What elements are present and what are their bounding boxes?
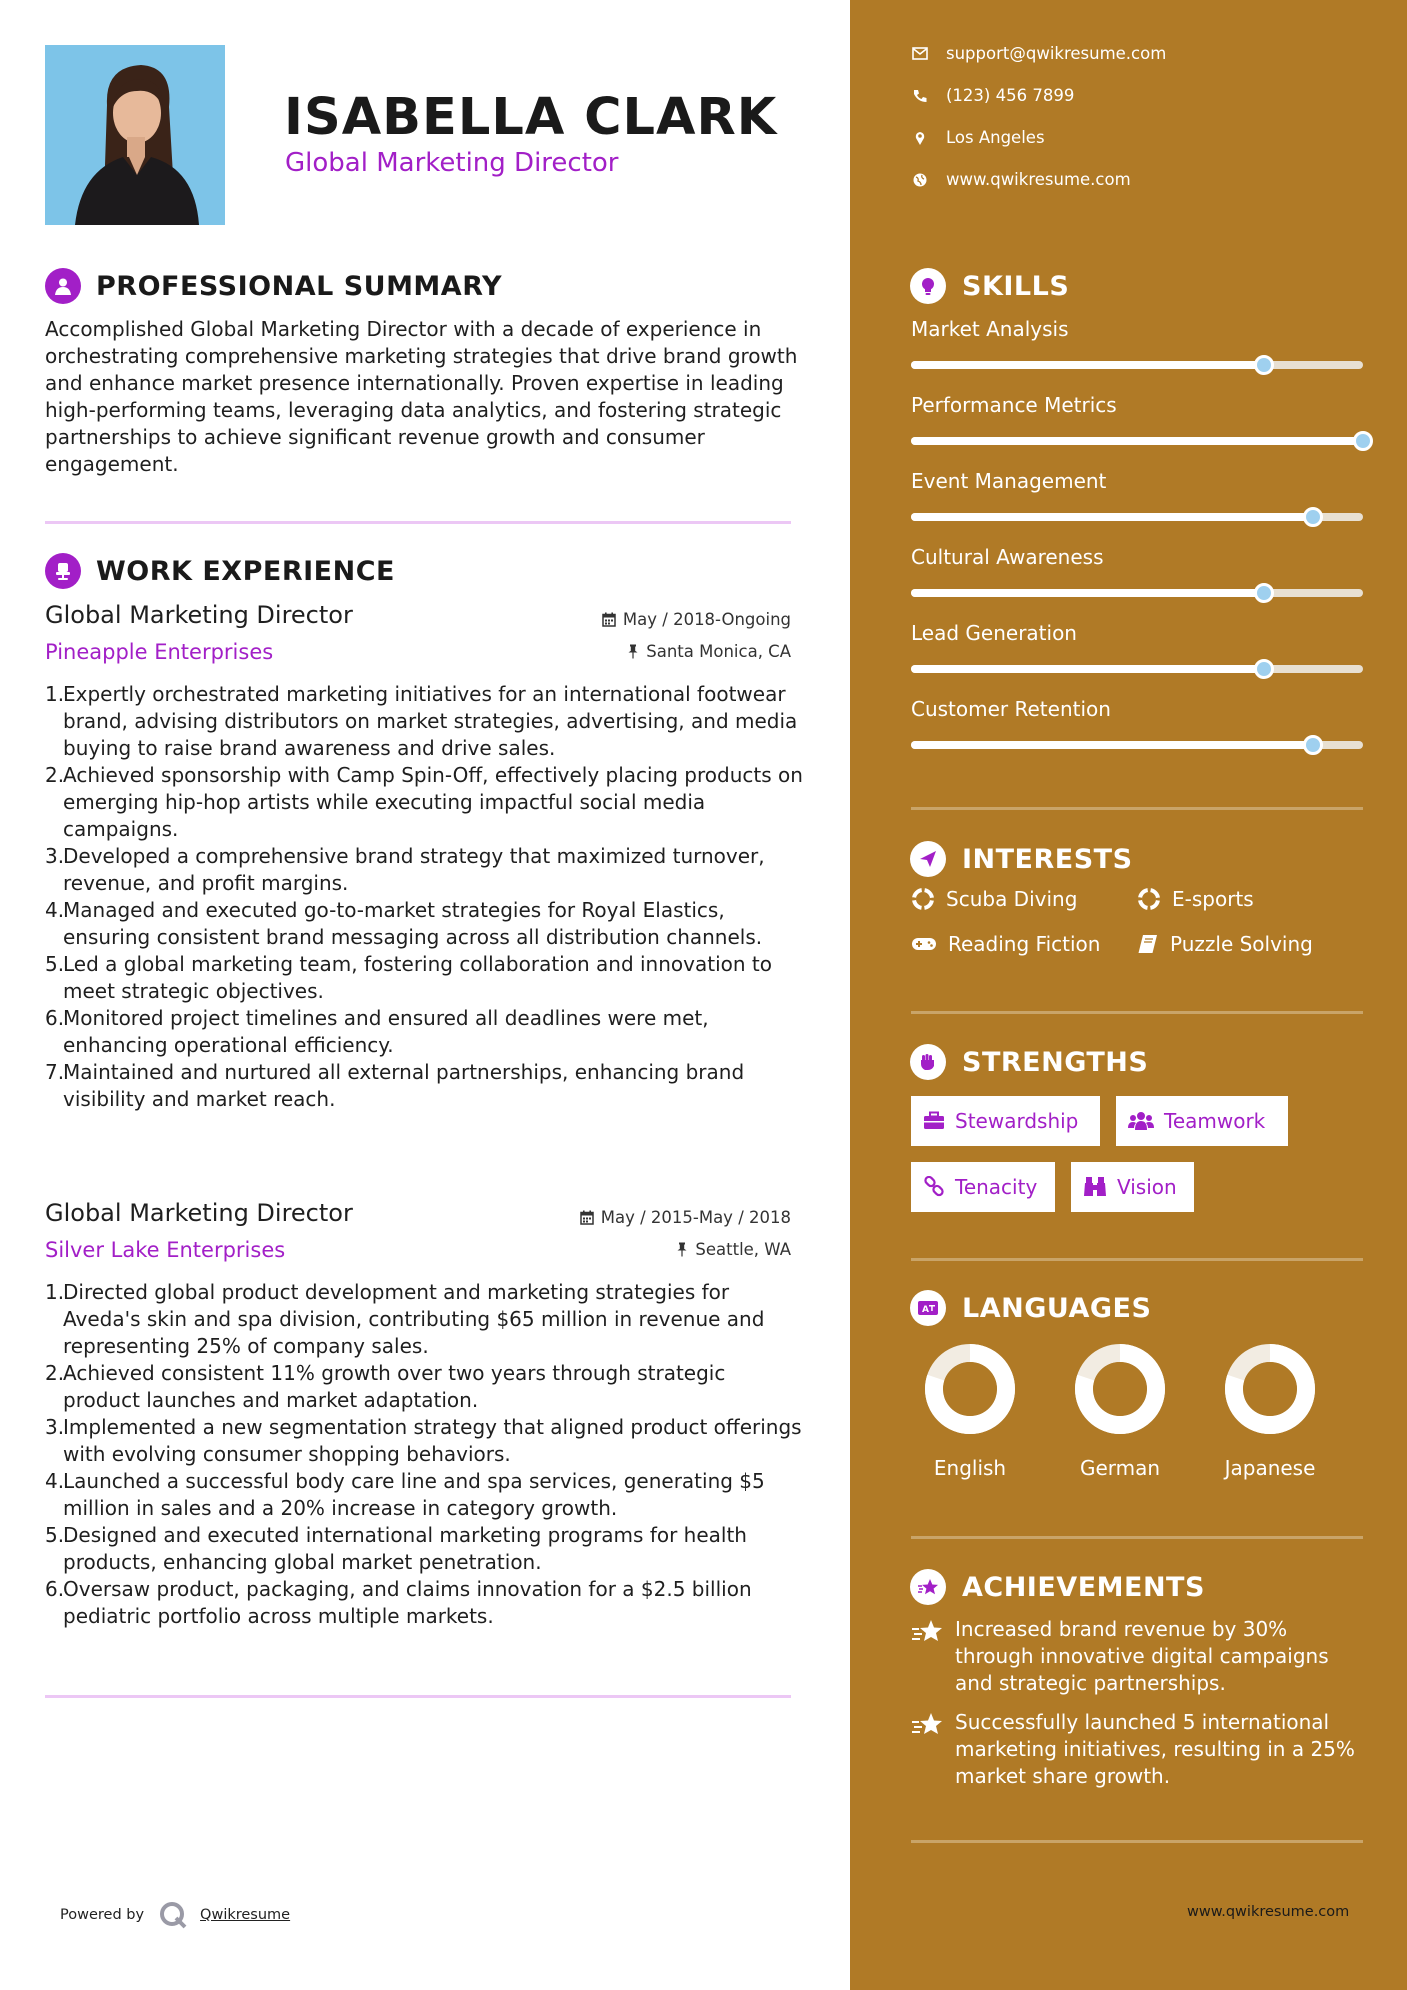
divider [911, 807, 1363, 810]
language-label: English [933, 1456, 1007, 1480]
powered-by-label: Powered by [60, 1907, 145, 1923]
skill-name: Cultural Awareness [911, 545, 1104, 569]
job-bullets [45, 681, 805, 1113]
life-ring-icon [911, 887, 935, 911]
achievement-text: Successfully launched 5 international marketing initiatives, resulting in a 25% market share growth. [955, 1710, 1355, 1788]
skill-bar [911, 513, 1363, 521]
skill-name: Market Analysis [911, 317, 1069, 341]
interests-title: INTERESTS [962, 843, 1133, 875]
contact-website-text[interactable]: www.qwikresume.com [946, 170, 1131, 189]
interest-label: E-sports [1172, 887, 1254, 911]
skill-bar-knob [1303, 507, 1323, 527]
list-item: 3. Implemented a new segmentation strategy that aligned product offerings with evolving consumer shopping behaviors. [45, 1415, 802, 1466]
job-location [627, 642, 791, 661]
interest-label: Reading Fiction [948, 932, 1101, 956]
language-ring [924, 1343, 1016, 1435]
list-item: 4. Managed and executed go-to-market strategies for Royal Elastics, ensuring consistent brand messaging across all distribution channels. [45, 898, 763, 949]
job-company: Silver Lake Enterprises [45, 1238, 286, 1262]
job-dates-text: May / 2018-Ongoing [622, 610, 791, 629]
pushpin-icon [627, 644, 639, 659]
qwikresume-link[interactable]: Qwikresume [200, 1907, 291, 1923]
achievement-item [911, 1616, 1371, 1697]
strengths-heading [910, 1044, 1148, 1080]
strength-badge [1116, 1096, 1288, 1146]
skill-bar-knob [1353, 431, 1373, 451]
globe-icon [912, 172, 928, 188]
list-item: 5. Led a global marketing team, fostering collaboration and innovation to meet strategic objectives. [45, 952, 772, 1003]
skill-bar-knob [1303, 735, 1323, 755]
strengths-title: STRENGTHS [962, 1046, 1149, 1078]
fist-icon [910, 1044, 946, 1080]
contact-email [912, 44, 1166, 63]
job-dates [602, 610, 791, 629]
skill-bar-knob [1254, 355, 1274, 375]
skill-bar [911, 361, 1363, 369]
interest-label: Scuba Diving [946, 887, 1078, 911]
list-item: 4. Launched a successful body care line and spa services, generating $5 million in sales and a 20% increase in category growth. [45, 1469, 765, 1520]
map-marker-icon [912, 130, 928, 146]
office-chair-icon [45, 553, 81, 589]
envelope-icon [912, 47, 928, 60]
skill-name: Event Management [911, 469, 1107, 493]
list-item: 6. Monitored project timelines and ensured all deadlines were met, enhancing operational efficiency. [45, 1006, 709, 1057]
language-ring [1074, 1343, 1166, 1435]
summary-title: PROFESSIONAL SUMMARY [96, 270, 503, 302]
skill-bar-fill [911, 665, 1264, 673]
experience-heading [45, 553, 395, 589]
job-location-text: Santa Monica, CA [646, 642, 791, 661]
skill-name: Lead Generation [911, 621, 1077, 645]
contact-location-text: Los Angeles [946, 128, 1045, 147]
achievements-heading [910, 1569, 1205, 1605]
list-item: 3. Developed a comprehensive brand strategy that maximized turnover, revenue, and profit margins. [45, 844, 765, 895]
strength-badge [911, 1096, 1100, 1146]
job-dates [580, 1208, 791, 1227]
interests-heading [910, 841, 1133, 877]
language-label: German [1079, 1456, 1161, 1480]
skill-bar-knob [1254, 659, 1274, 679]
strength-badge [1071, 1162, 1194, 1212]
life-ring-icon [1137, 887, 1161, 911]
list-item: 2. Achieved sponsorship with Camp Spin-Off, effectively placing products on emerging hip-hop artists while executing impactful social media campaigns. [45, 763, 803, 841]
shooting-star-icon [911, 1711, 945, 1739]
job-title: Global Marketing Director [45, 1199, 353, 1227]
skill-bar-fill [911, 361, 1264, 369]
skill-bar [911, 741, 1363, 749]
skill-bar-knob [1254, 583, 1274, 603]
interest-item [911, 932, 1100, 956]
languages-heading [910, 1290, 1151, 1326]
list-item: 6. Oversaw product, packaging, and claims innovation for a $2.5 billion pediatric portfolio across multiple markets. [45, 1577, 752, 1628]
candidate-role: Global Marketing Director [285, 148, 619, 178]
strength-label: Vision [1117, 1175, 1177, 1199]
experience-title: WORK EXPERIENCE [96, 555, 395, 587]
divider [911, 1258, 1363, 1261]
user-icon [45, 268, 81, 304]
achievements-title: ACHIEVEMENTS [962, 1571, 1205, 1603]
summary-text: Accomplished Global Marketing Director with a decade of experience in orchestrating comprehensive marketing strategies that drive brand growth and enhance market presence internationally. Proven expertise in leading high-performing teams, leveraging data analytics, and fostering strategic partnerships to achieve significant revenue growth and consumer engagement. [45, 317, 798, 476]
achievement-item [911, 1709, 1371, 1790]
interest-item [1137, 932, 1313, 956]
job-location [676, 1240, 791, 1259]
divider [911, 1011, 1363, 1014]
lightbulb-icon [910, 268, 946, 304]
job-dates-text: May / 2015-May / 2018 [600, 1208, 791, 1227]
divider [911, 1840, 1363, 1843]
language-ring [1224, 1343, 1316, 1435]
strength-label: Tenacity [955, 1175, 1038, 1199]
contact-phone-text: (123) 456 7899 [946, 86, 1075, 105]
achievement-text: Increased brand revenue by 30% through innovative digital campaigns and strategic partnerships. [955, 1617, 1329, 1695]
job-title: Global Marketing Director [45, 601, 353, 629]
footer-website[interactable]: www.qwikresume.com [1187, 1904, 1350, 1920]
book-icon [1137, 934, 1159, 954]
link-icon [923, 1176, 945, 1198]
briefcase-icon [923, 1111, 945, 1131]
skill-name: Performance Metrics [911, 393, 1117, 417]
calendar-icon [602, 612, 616, 627]
gamepad-icon [911, 936, 937, 952]
svg-text:A: A [922, 1305, 929, 1315]
language-label: Japanese [1224, 1456, 1316, 1480]
qwikresume-logo-icon [158, 1900, 188, 1930]
skill-bar-fill [911, 513, 1313, 521]
divider [45, 521, 791, 524]
job-bullets [45, 1279, 805, 1630]
skill-name: Customer Retention [911, 697, 1111, 721]
divider [911, 1536, 1363, 1539]
language-icon [910, 1290, 946, 1326]
interest-item [911, 887, 1077, 911]
skill-bar [911, 589, 1363, 597]
skills-title: SKILLS [962, 270, 1070, 302]
job-company: Pineapple Enterprises [45, 640, 274, 664]
summary-heading [45, 268, 502, 304]
strength-badge [911, 1162, 1055, 1212]
strength-label: Teamwork [1164, 1109, 1266, 1133]
contact-email-text[interactable]: support@qwikresume.com [946, 44, 1167, 63]
paper-plane-icon [910, 841, 946, 877]
skill-bar-fill [911, 589, 1264, 597]
contact-website [912, 170, 1131, 189]
divider [45, 1695, 791, 1698]
skill-bar-fill [911, 437, 1363, 445]
contact-phone [912, 86, 1074, 105]
calendar-icon [580, 1210, 594, 1225]
profile-photo [45, 45, 225, 225]
star-badge-icon [910, 1569, 946, 1605]
shooting-star-icon [911, 1618, 945, 1646]
binoculars-icon [1083, 1176, 1107, 1198]
candidate-name: ISABELLA CLARK [284, 88, 778, 147]
interest-label: Puzzle Solving [1170, 932, 1313, 956]
interest-item [1137, 887, 1254, 911]
pushpin-icon [676, 1242, 688, 1257]
list-item: 7. Maintained and nurtured all external partnerships, enhancing brand visibility and market reach. [45, 1060, 745, 1111]
skills-heading [910, 268, 1069, 304]
users-icon [1128, 1111, 1154, 1131]
list-item: 5. Designed and executed international marketing programs for health products, enhancing global market penetration. [45, 1523, 747, 1574]
contact-location [912, 128, 1045, 147]
skill-bar [911, 665, 1363, 673]
skill-bar-fill [911, 741, 1313, 749]
list-item: 1. Directed global product development and marketing strategies for Aveda's skin and spa division, contributing $65 million in revenue and representing 25% of company sales. [45, 1280, 765, 1358]
job-location-text: Seattle, WA [695, 1240, 791, 1259]
phone-icon [912, 89, 928, 103]
footer-powered-by [60, 1900, 290, 1930]
languages-title: LANGUAGES [962, 1292, 1152, 1324]
list-item: 2. Achieved consistent 11% growth over two years through strategic product launches and market adaptation. [45, 1361, 726, 1412]
list-item: 1. Expertly orchestrated marketing initiatives for an international footwear brand, advising distributors on market strategies, advertising, and media buying to raise brand awareness and drive sales. [45, 682, 798, 760]
skill-bar [911, 437, 1363, 445]
strength-label: Stewardship [955, 1109, 1079, 1133]
